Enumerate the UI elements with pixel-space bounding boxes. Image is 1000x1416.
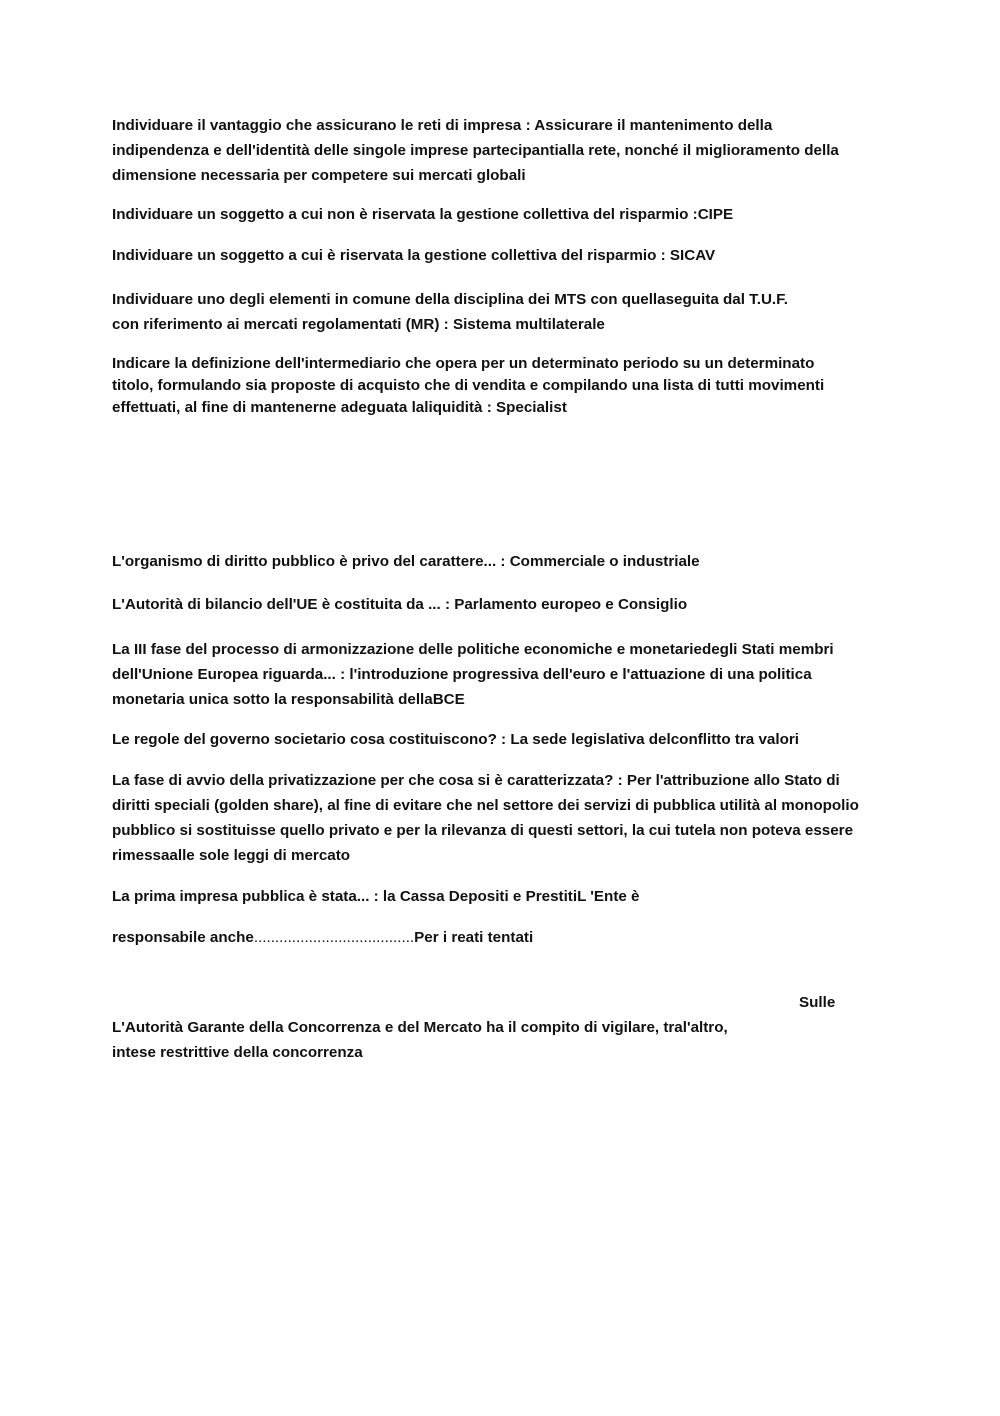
paragraph-mts-tuf: Individuare uno degli elementi in comune della disciplina dei MTS con quellaseguita dal T.U.F. con riferimento ai mercati regolamentati (MR) : Sistema multilaterale	[112, 291, 788, 333]
paragraph-autorita-garante-line1	[112, 990, 842, 1036]
paragraph-reti-di-impresa: Individuare il vantaggio che assicurano le reti di impresa : Assicurare il mantenimento della indipendenza e dell'identità delle singole imprese partecipantialla rete, nonché il miglioramento della dimensione necessaria per competere sui mercati globali	[112, 117, 839, 184]
paragraph-prima-impresa-pubblica: La prima impresa pubblica è stata... : la Cassa Depositi e PrestitiL 'Ente è	[112, 888, 640, 905]
paragraph-responsabile-start: responsabile anche	[112, 929, 254, 946]
paragraph-responsabile-end: Per i reati tentati	[414, 929, 534, 946]
paragraph-terza-fase: La III fase del processo di armonizzazione delle politiche economiche e monetariedegli Stati membri dell'Unione Europea riguarda... : l'introduzione progressiva dell'euro e l'attuazione di una politica monetaria unica sotto la responsabilità dellaBCE	[112, 641, 834, 708]
paragraph-autorita-garante	[112, 965, 842, 1090]
paragraph-soggetto-riservata: Individuare un soggetto a cui è riservata la gestione collettiva del risparmio : SICAV	[112, 247, 716, 264]
paragraph-responsabile-anche	[112, 925, 882, 950]
paragraph-autorita-garante-answer-start: Sulle	[799, 994, 836, 1011]
paragraph-autorita-bilancio: L'Autorità di bilancio dell'UE è costituita da ... : Parlamento europeo e Consiglio	[112, 596, 688, 613]
fill-dots: ......................................	[253, 929, 415, 946]
paragraph-privatizzazione: La fase di avvio della privatizzazione per che cosa si è caratterizzata? : Per l'attribuzione allo Stato di diritti speciali (golden share), al fine di evitare che nel settore dei servizi di pubblica utilità al monopolio pubblico si sostituisse quello privato e per la rilevanza di questi settori, la cui tutela non poteva essere rimessaalle sole leggi di mercato	[112, 772, 859, 864]
paragraph-soggetto-non-riservata: Individuare un soggetto a cui non è riservata la gestione collettiva del risparmio :CIPE	[112, 206, 734, 223]
paragraph-autorita-garante-text: L'Autorità Garante della Concorrenza e del Mercato ha il compito di vigilare, tral'altro,	[112, 1019, 728, 1036]
paragraph-governo-societario: Le regole del governo societario cosa costituiscono? : La sede legislativa delconflitto tra valori	[112, 731, 799, 748]
paragraph-specialist: Indicare la definizione dell'intermediario che opera per un determinato periodo su un determinato titolo, formulando sia proposte di acquisto che di vendita e compilando una lista di tutti movimenti effettuati, al fine di mantenerne adeguata laliquidità : Specialist	[112, 355, 825, 416]
paragraph-autorita-garante-line2: intese restrittive della concorrenza	[112, 1044, 363, 1061]
paragraph-organismo-diritto-pubblico: L'organismo di diritto pubblico è privo del carattere... : Commerciale o industriale	[112, 553, 700, 570]
